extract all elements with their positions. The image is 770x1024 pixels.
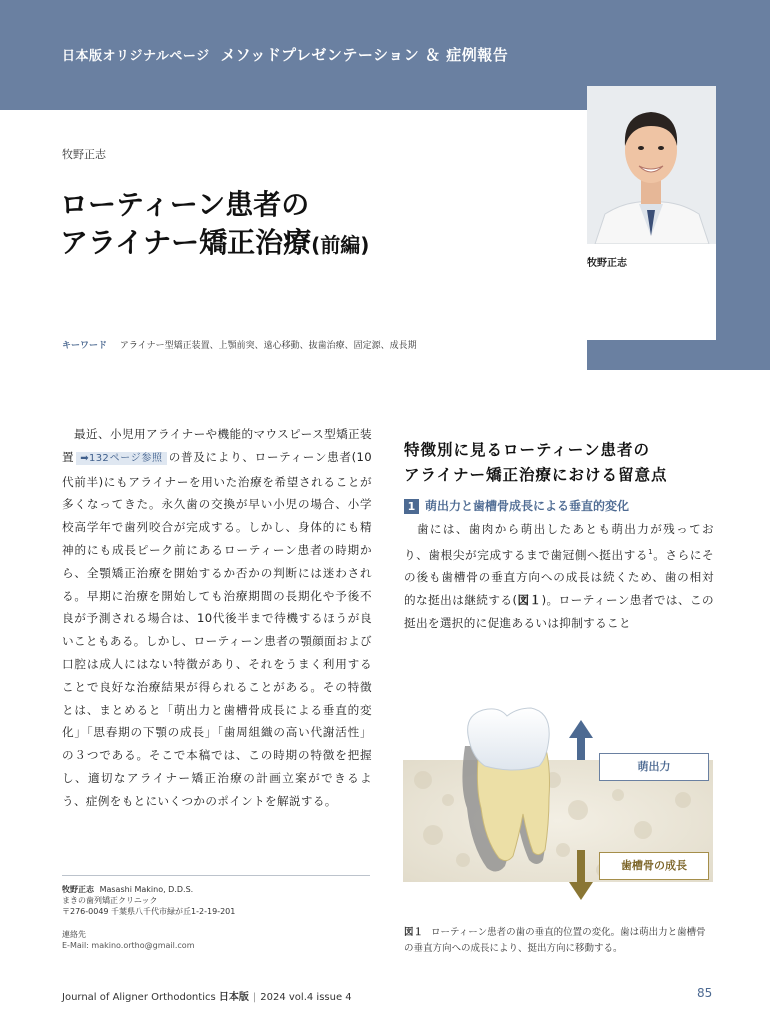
page-reference-badge: ➡132ページ参照 (76, 452, 166, 465)
section-heading-line-1: 特徴別に見るローティーン患者の (404, 441, 650, 459)
section-heading (404, 438, 668, 488)
journal-edition: 日本版 (218, 992, 249, 1003)
footer-journal (62, 988, 352, 1003)
author-photo-card (587, 86, 716, 340)
author-name: 牧野正志 (62, 148, 106, 161)
body-text-before: 最近、小児用アライナーや機能的マウスピース型矯正装置 (62, 427, 372, 464)
figure-caption-text: ローティーン患者の歯の垂直的位置の変化。歯は萌出力と歯槽骨の垂直方向への成長により、挺出方向に移動する。 (404, 927, 706, 954)
tooth-crown (468, 708, 550, 770)
body-text-after: の普及により、ローティーン患者(10代前半)にもアライナーを用いた治療を希望されることが多くなってきた。永久歯の交換が早い小児の場合、小学校高学年で歯列咬合が完成する。しかし、身体的にも精神的にも成長ピーク前にあるローティーン患者の時期から、全顎矯正治療を開始するか否かの判断には迷わされる。早期に治療を開始しても治療期間の長期化や予後不良が予測される場合は、10代後半まで待機するほうが良いこともある。しかし、ローティーン患者の顎顔面および口腔は成人にはない特徴があり、それをうまく利用することで良好な治療結果が得られることがある。その特徴とは、まとめると「萌出力と歯槽骨成長による垂直的変化」「思春期の下顎の成長」「歯周組織の高い代謝活性」の３つである。そこで本稿では、この時期の特徴を把握し、適切なアライナー矯正治療の計画立案ができるよう、症例をもとにいくつかのポイントを解説する。 (62, 449, 372, 808)
subsection-title: 萌出力と歯槽骨成長による垂直的変化 (425, 499, 630, 513)
title-line-2 (60, 224, 369, 264)
footnote-clinic: まきの歯列矯正クリニック (62, 896, 158, 905)
page-number: 85 (697, 986, 713, 1000)
eruption-force-label: 萌出力 (599, 753, 709, 781)
eruption-arrow-icon (569, 720, 593, 738)
author-photo (587, 86, 716, 244)
figure-caption (404, 925, 714, 957)
keywords-label: キーワード (62, 341, 108, 351)
author-portrait-icon (587, 86, 716, 244)
article-title (60, 186, 369, 264)
footer-separator: | (252, 992, 257, 1003)
footnote-name (62, 884, 235, 895)
footnote-address: 〒276-0049 千葉県八千代市緑が丘1-2-19-201 (62, 907, 236, 916)
citation-superscript: 1 (648, 547, 653, 556)
keywords (62, 338, 417, 351)
author-footnote (62, 884, 235, 951)
journal-name: Journal of Aligner Orthodontics (62, 992, 216, 1003)
section-text-2: 。さらにその後も歯槽骨の垂直方向への成長は続くため、歯の相対的な挺出は継続する( (404, 547, 714, 608)
figure-1 (403, 700, 713, 910)
header-title (62, 44, 508, 65)
header-series: 日本版オリジナルページ (62, 49, 210, 64)
title-line-2-main: アライナー矯正治療 (60, 226, 312, 259)
title-line-1: ローティーン患者の (60, 188, 310, 221)
footnote-divider (62, 875, 370, 876)
section-paragraph (404, 518, 714, 635)
footnote-name-en: Masashi Makino, D.D.S. (99, 885, 194, 894)
figure-caption-number: 図１ (404, 927, 424, 938)
footnote-contact-label: 連絡先 (62, 930, 86, 939)
header-category: メソッドプレゼンテーション ＆ 症例報告 (220, 46, 509, 64)
section-text-1: 歯には、歯肉から萌出したあとも萌出力が残っており、歯根尖が完成するまで歯冠側へ挺出する (404, 522, 714, 562)
bone-growth-label: 歯槽骨の成長 (599, 852, 709, 880)
section-text-3: )。ローティーン患者では、この挺出を選択的に促進あるいは抑制すること (404, 593, 714, 631)
photo-caption: 牧野正志 (587, 258, 627, 269)
title-suffix: (前編) (311, 233, 370, 257)
subsection-number: 1 (404, 499, 419, 514)
section-heading-line-2: アライナー矯正治療における留意点 (404, 466, 668, 484)
bone-growth-arrow-icon (569, 882, 593, 900)
subsection-heading (404, 497, 629, 514)
footnote-name-jp: 牧野正志 (62, 885, 94, 894)
keywords-list: アライナー型矯正装置、上顎前突、遠心移動、抜歯治療、固定源、成長期 (119, 341, 417, 351)
journal-issue: 2024 vol.4 issue 4 (260, 992, 352, 1003)
figure-reference: 図１ (517, 593, 542, 608)
footnote-email: E-Mail: makino.ortho@gmail.com (62, 941, 195, 950)
body-paragraph (62, 423, 372, 813)
